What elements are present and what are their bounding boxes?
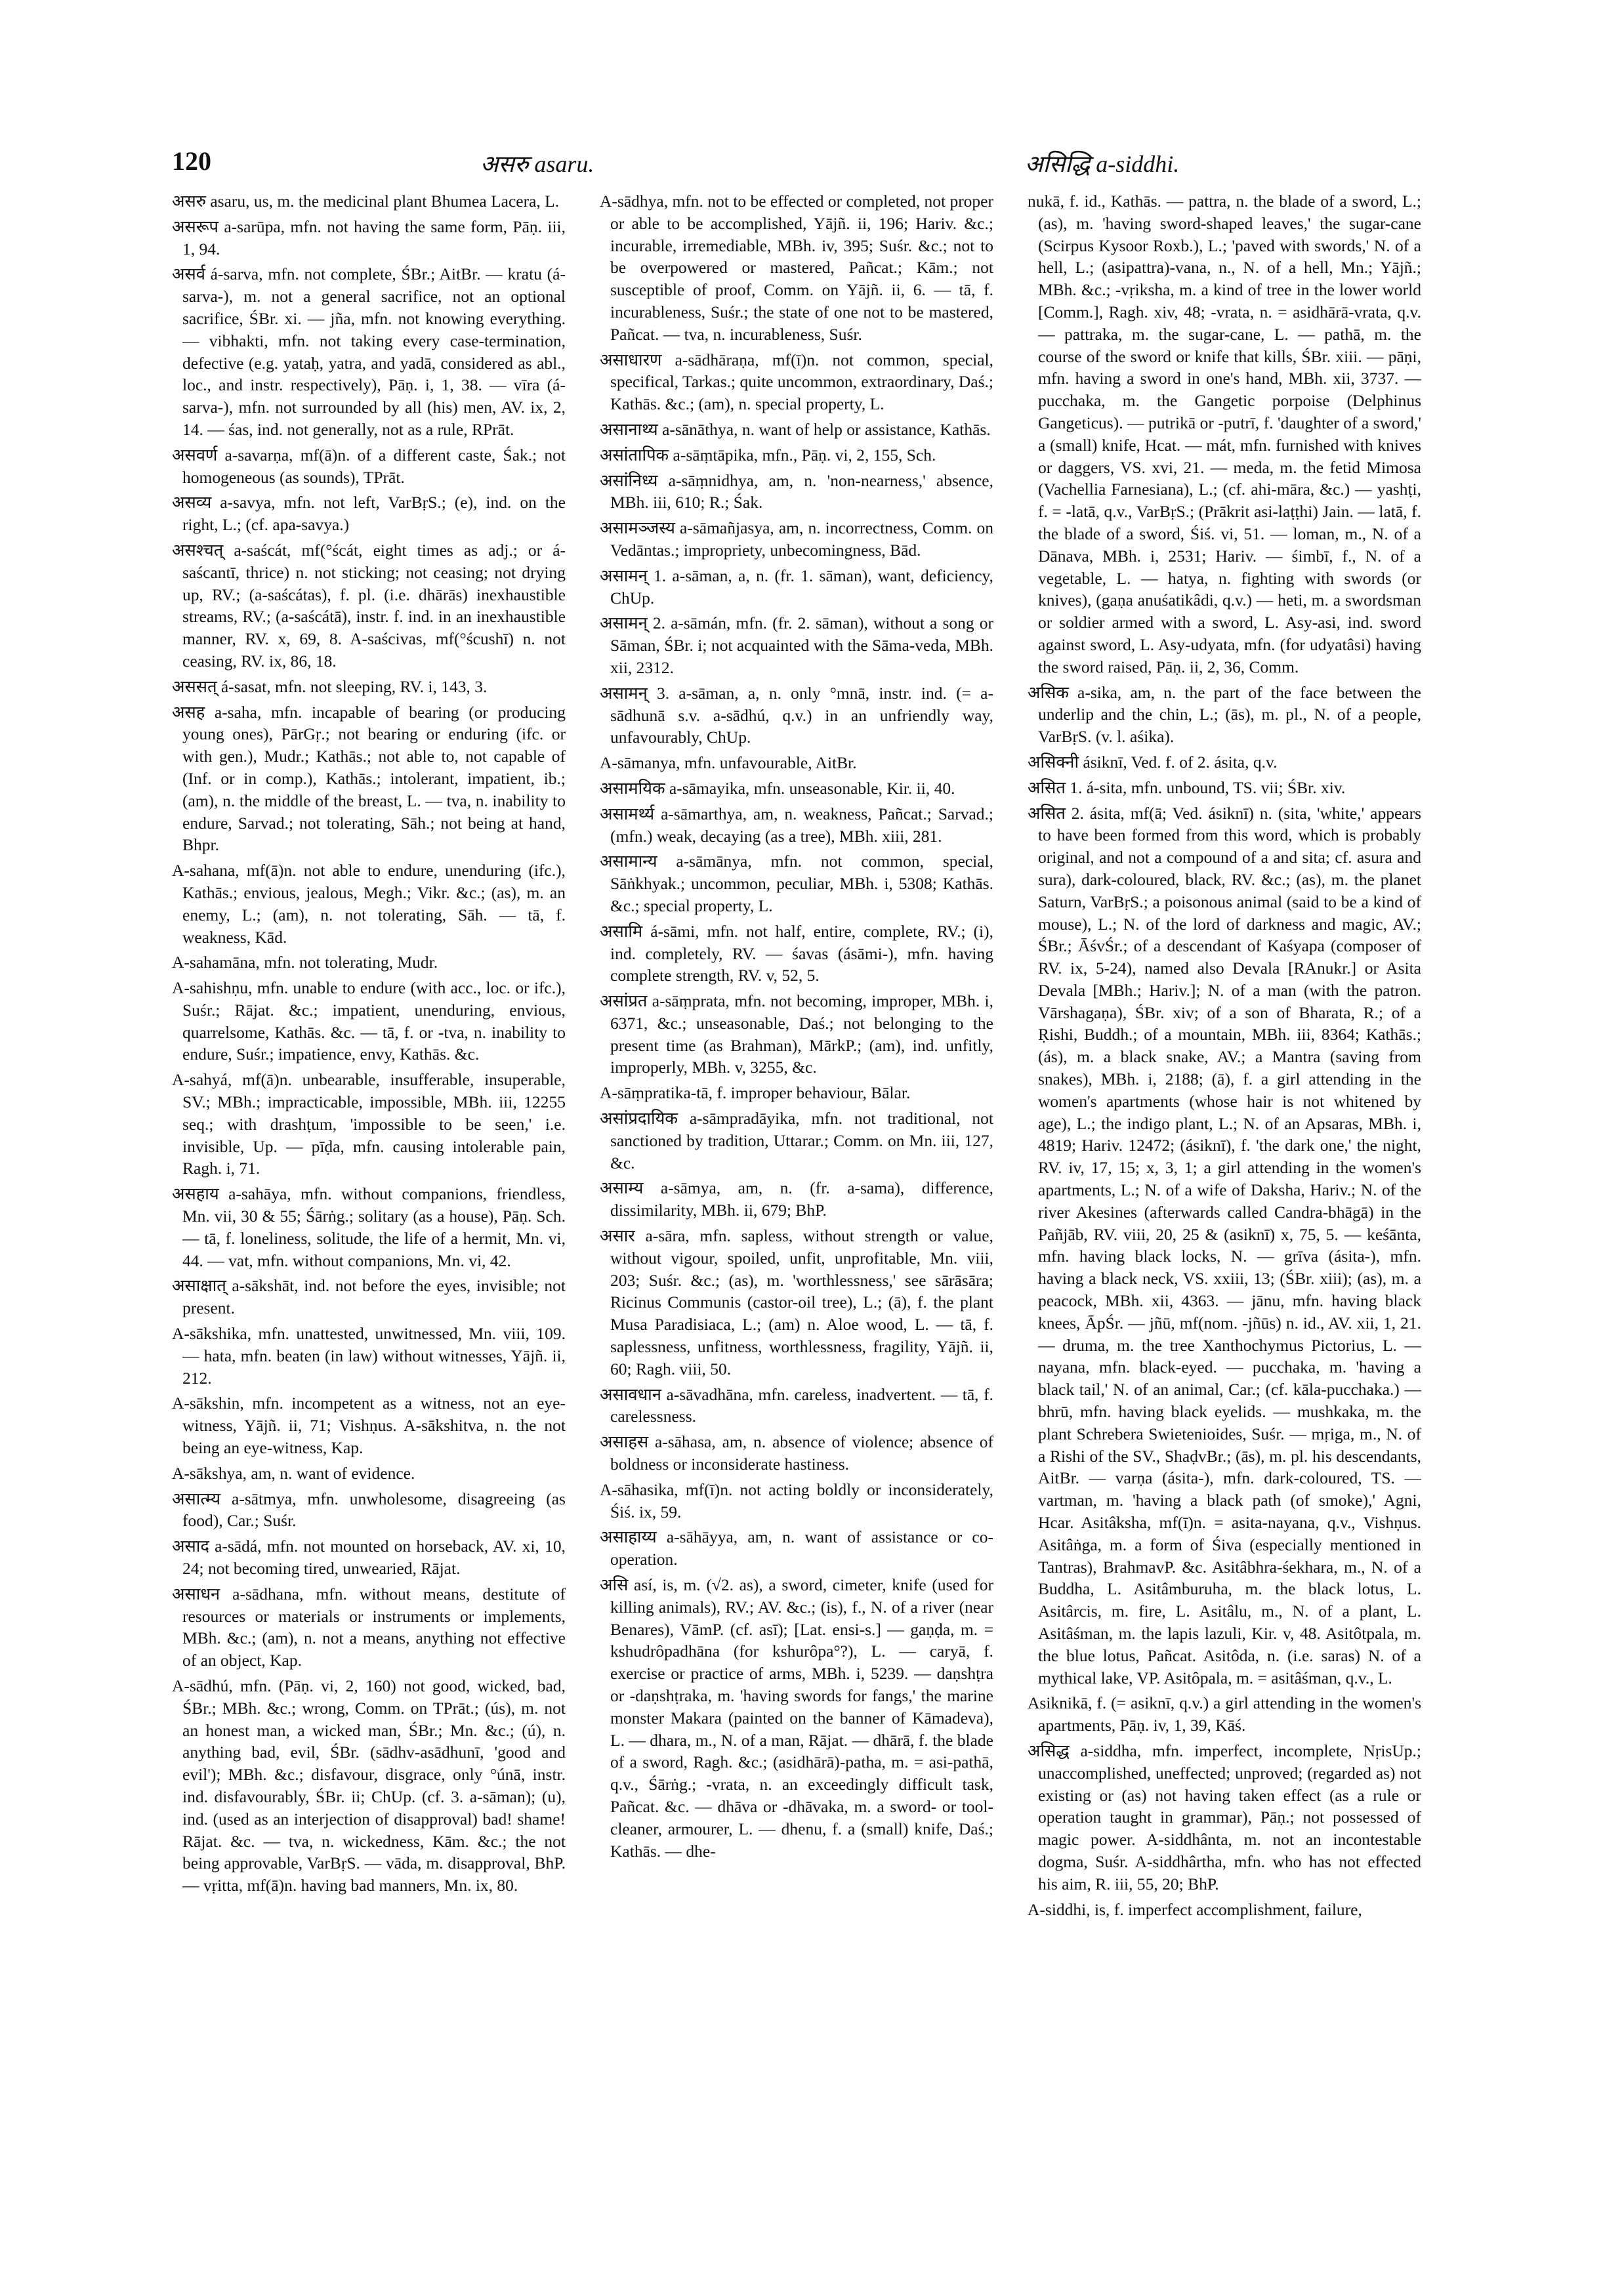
dictionary-entry: असामि á-sāmi, mfn. not half, entire, complete, RV.; (i), ind. completely, RV. — śavas (ásāmi-), mfn. having complete strength, RV. v, 52, 5. [600, 921, 993, 985]
dictionary-entry: A-sādhú, mfn. (Pāṇ. vi, 2, 160) not good, wicked, bad, ŚBr.; MBh. &c.; wrong, Comm. on TPrāt.; (ús), m. not an honest man, a wicked man, ŚBr.; Mn. &c.; (ú), n. anything bad, evil, ŚBr. (sādhv-asādhunī, 'good and evil'); MBh. &c.; disfavour, disgrace, only °únā, instr. ind. disfavourably, ŚBr. ii; ChUp. (cf. 3. a-sāman); (u), ind. (used as an interjection of disapproval) bad! shame! Rājat. &c. — tva, n. wickedness, Kām. &c.; the not being approvable, VarBṛS. — vāda, m. disapproval, BhP. — vṛitta, mf(ā)n. having bad manners, Mn. ix, 80. [172, 1676, 566, 1895]
dictionary-entry: असिक a-sika, am, n. the part of the face between the underlip and the chin, L.; (ās), m. pl., N. of a people, VarBṛS. (v. l. aśika). [1028, 682, 1421, 747]
dictionary-entry: असर्व á-sarva, mfn. not complete, ŚBr.; AitBr. — kratu (á-sarva-), m. not a general sacrifice, not an optional sacrifice, ŚBr. xi. — jña, mfn. not knowing everything. — vibhakti, mfn. not taking every case-termination, defective (e.g. yataḥ, yatra, and yadā, considered as abl., loc., and instr. respectively), Pāṇ. i, 1, 38. — vīra (á-sarva-), mfn. not surrounded by all (his) men, AV. ix, 2, 14. — śas, ind. not generally, not as a rule, RPrāt. [172, 264, 566, 439]
dictionary-entry: असिक्नी ásiknī, Ved. f. of 2. ásita, q.v. [1028, 752, 1278, 772]
dictionary-entry: असार a-sāra, mfn. sapless, without strength or value, without vigour, spoiled, unfit, unprofitable, Mn. viii, 203; Suśr. &c.; (as), m. 'worthlessness,' see sārāsāra; Ricinus Communis (castor-oil tree), L.; (ā), f. the plant Musa Paradisiaca, L.; (am) n. Aloe wood, L. — tā, f. saplessness, unfitness, worthlessness, fragility, Yājñ. ii, 60; Ragh. viii, 50. [600, 1226, 993, 1378]
dictionary-entry: असि así, is, m. (√2. as), a sword, cimeter, knife (used for killing animals), RV.; AV. &c.; (is), f., N. of a river (near Benares), VāmP. (cf. asī); [Lat. ensi-s.] — gaṇḍa, m. = kshudrôpadhāna (for kshurôpa°?), L. — caryā, f. exercise or practice of arms, MBh. i, 5239. — daṇshṭra or -daṇshṭraka, m. 'having swords for fangs,' the marine monster Makara (painted on the banner of Kāmadeva), L. — dhara, m., N. of a man, Rājat. — dhārā, f. the blade of a sword, Ragh. &c.; (asidhārā)-patha, m. = asi-pathā, q.v., Śārṅg.; -vrata, n. an exceedingly difficult task, Pañcat. &c. — dhāva or -dhāvaka, m. a sword- or tool-cleaner, armourer, L. — dhenu, f. a (small) knife, Daś.; Kathās. — dhe- [600, 1575, 993, 1861]
dictionary-entry: असांनिध्य a-sāṃnidhya, am, n. 'non-nearness,' absence, MBh. iii, 610; R.; Śak. [600, 470, 993, 512]
dictionary-entry: nukā, f. id., Kathās. — pattra, n. the blade of a sword, L.; (as), m. 'having sword-shaped leaves,' the sugar-cane (Scirpus Kysoor Roxb.), L.; 'paved with swords,' N. of a hell, L.; (asipattra)-vana, n., N. of a hell, Mn.; Yājñ.; MBh. &c.; -vṛiksha, m. a kind of tree in the lower world [Comm.], Ragh. xiv, 48; -vrata, n. = asidhārā-vrata, q.v. — pattraka, m. the sugar-cane, L. — pathā, m. the course of the sword or knife that kills, ŚBr. xiii. — pāṇi, mfn. having a sword in one's hand, MBh. xii, 3737. — pucchaka, m. the Gangetic porpoise (Delphinus Gangeticus). — putrikā or -putrī, f. 'daughter of a sword,' a (small) knife, Hcat. — mát, mfn. furnished with knives or daggers, VS. xvi, 21. — meda, m. the fetid Mimosa (Vachellia Farnesiana), L.; (cf. ahi-māra, &c.) — yashṭi, f. = -latā, q.v., VarBṛS.; (Prākrit asi-laṭṭhi) Jain. — latā, f. the blade of a sword, Śiś. vi, 51. — loman, m., N. of a Dānava, MBh. i, 2531; Hariv. — śimbī, f., N. of a vegetable, L. — hatya, n. fighting with swords (or knives), (gaṇa anuśatikâdi, q.v.) — heti, m. a swordsman or soldier armed with a sword, L. Asy-asi, ind. sword against sword, L. Asy-udyata, mfn. (for udyatâsi) having the sword raised, Pāṇ. ii, 2, 36, Comm. [1028, 192, 1421, 676]
dictionary-entry: असावधान a-sāvadhāna, mfn. careless, inadvertent. — tā, f. carelessness. [600, 1384, 993, 1426]
dictionary-entry: A-sahamāna, mfn. not tolerating, Mudr. [172, 953, 438, 972]
dictionary-entry: A-sahana, mf(ā)n. not able to endure, unenduring (ifc.), Kathās.; envious, jealous, Megh.; Vikr. &c.; (as), m. an enemy, L.; (am), n. not tolerating, Sāh. — tā, f. weakness, Kād. [172, 861, 566, 947]
dictionary-entry: असामन् 3. a-sāman, a, n. only °mnā, instr. ind. (= a-sādhunā s.v. a-sādhú, q.v.) in an unfriendly way, unfavourably, ChUp. [600, 683, 993, 747]
dictionary-column-3 [1028, 190, 1421, 2277]
dictionary-entry: A-sākshika, mfn. unattested, unwitnessed, Mn. viii, 109. — hata, mfn. beaten (in law) without witnesses, Yājñ. ii, 212. [172, 1324, 566, 1388]
dictionary-entry: A-sādhya, mfn. not to be effected or completed, not proper or able to be accomplished, Yājñ. ii, 196; Hariv. &c.; incurable, irremediable, MBh. iv, 395; Suśr. &c.; not to be overpowered or mastered, Pañcat.; Kām.; not susceptible of proof, Comm. on Yājñ. ii, 6. — tā, f. incurableness, Suśr.; the state of one not to be mastered, Pañcat. — tva, n. incurableness, Suśr. [600, 192, 993, 344]
dictionary-entry: असाद a-sādá, mfn. not mounted on horseback, AV. xi, 10, 24; not becoming tired, unwearied, Rājat. [172, 1537, 566, 1579]
dictionary-entry: असांतापिक a-sāṃtāpika, mfn., Pāṇ. vi, 2, 155, Sch. [600, 445, 936, 465]
dictionary-entry: असित 2. ásita, mf(ā; Ved. ásiknī) n. (sita, 'white,' appears to have been formed from this word, which is probably original, and not a compound of a and sita; cf. asura and sura), dark-coloured, black, RV. &c.; (as), m. the planet Saturn, VarBṛS.; a poisonous animal (said to be a kind of mouse), L.; N. of the lord of darkness and magic, AV.; ŚBr.; ĀśvŚr.; of a descendant of Kaśyapa (composer of RV. ix, 5-24), named also Devala [RAnukr.] or Asita Devala [MBh.; Hariv.]; N. of a man (with the patron. Vārshagaṇa), ŚBr. xiv; of a son of Bharata, R.; of a Ṛishi, Buddh.; of a mountain, MBh. iii, 8364; Kathās.; (ás), m. a black snake, AV.; a Mantra (saving from snakes), MBh. i, 2188; (ā), f. a girl attending in the women's apartments (whose hair is not whitened by age), L.; the indigo plant, L.; N. of an Apsaras, MBh. i, 4819; Hariv. 12472; (ásiknī), f. 'the dark one,' the night, RV. iv, 17, 15; x, 3, 1; a girl attending in the women's apartments, L.; N. of a wife of Daksha, Hariv.; N. of the river Akesines (afterwards called Candra-bhāgā) in the Pañjāb, RV. viii, 20, 25 & (asiknī) x, 75, 5. — keśānta, mfn. having black locks, N. — grīva (ásita-), mfn. having a black neck, VS. xxiii, 13; (ŚBr. xiii); (as), m. a peacock, MBh. xii, 4363. — jānu, mfn. having black knees, ĀpŚr. — jñū, mf(nom. -jñūs) n. id., AV. xii, 1, 21. — druma, m. the tree Xanthochymus Pictorius, L. — nayana, mfn. black-eyed. — pucchaka, m. 'having a black tail,' N. of an animal, Car.; (cf. kāla-pucchaka.) — bhrū, mfn. having black eyelids. — mushkaka, m. the plant Schrebera Swietenioides, Suśr. — mṛiga, m., N. of a Rishi of the SV., ShaḍvBr.; (ās), m. pl. his descendants, AitBr. — varṇa (ásita-), mfn. dark-coloured, TS. — vartman, m. 'having a black path (of smoke),' Agni, Hcar. Asitâksha, mf(ī)n. = asita-nayana, q.v., Vishṇus. Asitâṅga, m. a form of Śiva (especially mentioned in Tantras), BrahmavP. &c. Asitâbhra-śekhara, m., N. of a Buddha, L. Asitâmburuha, m. the black lotus, L. Asitârcis, m. fire, L. Asitâlu, m., N. of a plant, L. Asitâśman, m. the lapis lazuli, Kir. v, 48. Asitôtpala, m. the blue lotus, Pañcat. Asitôda, n. (i.e. saras) N. of a mythical lake, VP. Asitôpala, m. = asitâśman, q.v., L. [1028, 803, 1421, 1687]
dictionary-entry: A-sahyá, mf(ā)n. unbearable, insufferable, insuperable, SV.; MBh.; impracticable, impossible, MBh. iii, 12255 seq.; with drashṭum, 'impossible to be seen,' i.e. invisible, Up. — pīḍa, mfn. causing intolerable pain, Ragh. i, 71. [172, 1070, 566, 1178]
dictionary-entry: असांप्रत a-sāṃprata, mfn. not becoming, improper, MBh. i, 6371, &c.; unseasonable, Daś.; not belonging to the present time (as Brahman), MārkP.; (am), ind. unfitly, improperly, MBh. v, 3255, &c. [600, 991, 993, 1077]
page-number: 120 [172, 146, 211, 176]
dictionary-entry: A-siddhi, is, f. imperfect accomplishment, failure, [1028, 1899, 1362, 1919]
dictionary-entry: असश्चत् a-saścát, mf(°ścát, eight times as adj.; or á-saścantī, thrice) n. not sticking; not ceasing; not drying up, RV.; (a-saścátas), f. pl. (i.e. dhārās) inexhaustible streams, RV.; (a-saścátā), instr. f. ind. in an inexhaustible manner, RV. x, 69, 8. A-saścivas, mf(°ścushī) n. not ceasing, RV. ix, 86, 18. [172, 540, 566, 671]
dictionary-entry: असानाथ्य a-sānāthya, n. want of help or assistance, Kathās. [600, 419, 991, 439]
dictionary-entry: असाम्य a-sāmya, am, n. (fr. a-sama), difference, dissimilarity, MBh. ii, 679; BhP. [600, 1178, 993, 1220]
dictionary-entry: A-sāhasika, mf(ī)n. not acting boldly or inconsiderately, Śiś. ix, 59. [600, 1479, 993, 1521]
dictionary-entry: A-sākshya, am, n. want of evidence. [172, 1463, 415, 1483]
dictionary-entry: Asiknikā, f. (= asiknī, q.v.) a girl attending in the women's apartments, Pāṇ. iv, 1, 39, Kāś. [1028, 1693, 1421, 1735]
dictionary-entry: असाधारण a-sādhāraṇa, mf(ī)n. not common, special, specifical, Tarkas.; quite uncommon, extraordinary, Daś.; Kathās. &c.; (am), n. special property, L. [600, 350, 993, 414]
dictionary-entry: असात्म्य a-sātmya, mfn. unwholesome, disagreeing (as food), Car.; Suśr. [172, 1489, 566, 1531]
dictionary-column-1 [172, 190, 566, 2277]
dictionary-entry: A-sahishṇu, mfn. unable to endure (with acc., loc. or ifc.), Suśr.; Rājat. &c.; impatient, unenduring, envious, quarrelsome, Kathās. &c. — tā, f. or -tva, n. inability to endure, Suśr.; impatience, envy, Kathās. &c. [172, 978, 566, 1064]
dictionary-entry: असामर्थ्य a-sāmarthya, am, n. weakness, Pañcat.; Sarvad.; (mfn.) weak, decaying (as a tree), MBh. xiii, 281. [600, 804, 993, 846]
dictionary-entry: असामन् 2. a-sāmán, mfn. (fr. 2. sāman), without a song or Sāman, ŚBr. i; not acquainted with the Sāma-veda, MBh. xii, 2312. [600, 613, 993, 677]
dictionary-entry: असित 1. á-sita, mfn. unbound, TS. vii; ŚBr. xiv. [1028, 777, 1346, 797]
dictionary-entry: असिद्ध a-siddha, mfn. imperfect, incomplete, NṛisUp.; unaccomplished, uneffected; unproved; (regarded as) not existing or (as) not having taken effect (as a rule or operation taught in grammar), Pāṇ.; not possessed of magic power. A-siddhânta, m. not an incontestable dogma, Suśr. A-siddhârtha, mfn. who has not effected his aim, R. iii, 55, 20; BhP. [1028, 1741, 1421, 1893]
dictionary-entry: असांप्रदायिक a-sāmpradāyika, mfn. not traditional, not sanctioned by tradition, Uttarar.; Comm. on Mn. iii, 127, &c. [600, 1109, 993, 1172]
dictionary-column-2 [600, 190, 993, 2277]
dictionary-entry: A-sāṃpratika-tā, f. improper behaviour, Bālar. [600, 1083, 911, 1103]
dictionary-entry: असामन् 1. a-sāman, a, n. (fr. 1. sāman), want, deficiency, ChUp. [600, 566, 993, 608]
dictionary-entry: A-sāmanya, mfn. unfavourable, AitBr. [600, 753, 857, 773]
dictionary-entry: असरु asaru, us, m. the medicinal plant Bhumea Lacera, L. [172, 192, 560, 211]
dictionary-entry: असामयिक a-sāmayika, mfn. unseasonable, Kir. ii, 40. [600, 778, 955, 798]
dictionary-entry: असह a-saha, mfn. incapable of bearing (or producing young ones), PārGṛ.; not bearing or enduring (ifc. or with gen.), Mudr.; Kathās.; not able to, not capable of (Inf. or in comp.), Kathās.; intolerant, impatient, ib.; (am), n. the middle of the breast, L. — tva, n. inability to endure, Sarvad.; not tolerating, Sāh.; not being at hand, Bhpr. [172, 702, 566, 855]
dictionary-entry: असवर्ण a-savarṇa, mf(ā)n. of a different caste, Śak.; not homogeneous (as sounds), TPrāt. [172, 445, 566, 487]
dictionary-entry: असामञ्जस्य a-sāmañjasya, am, n. incorrectness, Comm. on Vedāntas.; impropriety, unbecomingness, Bād. [600, 518, 993, 560]
dictionary-entry: असव्य a-savya, mfn. not left, VarBṛS.; (e), ind. on the right, L.; (cf. apa-savya.) [172, 493, 566, 535]
dictionary-entry: असरूप a-sarūpa, mfn. not having the same form, Pāṇ. iii, 1, 94. [172, 217, 566, 258]
dictionary-entry: A-sākshin, mfn. incompetent as a witness, not an eye-witness, Yājñ. ii, 71; Vishṇus. A-sākshitva, n. the not being an eye-witness, Kap. [172, 1394, 566, 1458]
dictionary-entry: असाक्षात् a-sākshāt, ind. not before the eyes, invisible; not present. [172, 1276, 566, 1318]
dictionary-entry: असामान्य a-sāmānya, mfn. not common, special, Sāṅkhyak.; uncommon, peculiar, MBh. i, 5308; Kathās. &c.; special property, L. [600, 852, 993, 915]
dictionary-entry: असाहस a-sāhasa, am, n. absence of violence; absence of boldness or inconsiderate hastiness. [600, 1432, 993, 1474]
dictionary-entry: असाहाय्य a-sāhāyya, am, n. want of assistance or co-operation. [600, 1527, 993, 1569]
page-header [172, 146, 1458, 185]
right-running-head: असिद्धि a-siddhi. [1025, 151, 1180, 177]
dictionary-entry: अससत् á-sasat, mfn. not sleeping, RV. i, 143, 3. [172, 676, 488, 696]
dictionary-entry: असहाय a-sahāya, mfn. without companions, friendless, Mn. vii, 30 & 55; Śārṅg.; solitary (as a house), Pāṇ. Sch. — tā, f. loneliness, solitude, the life of a hermit, Mn. vi, 44. — vat, mfn. without companions, Mn. vi, 42. [172, 1184, 566, 1270]
dictionary-entry: असाधन a-sādhana, mfn. without means, destitute of resources or materials or instruments or implements, MBh. &c.; (am), n. not a means, anything not effective of an object, Kap. [172, 1584, 566, 1670]
left-running-head: असरु asaru. [480, 151, 594, 177]
